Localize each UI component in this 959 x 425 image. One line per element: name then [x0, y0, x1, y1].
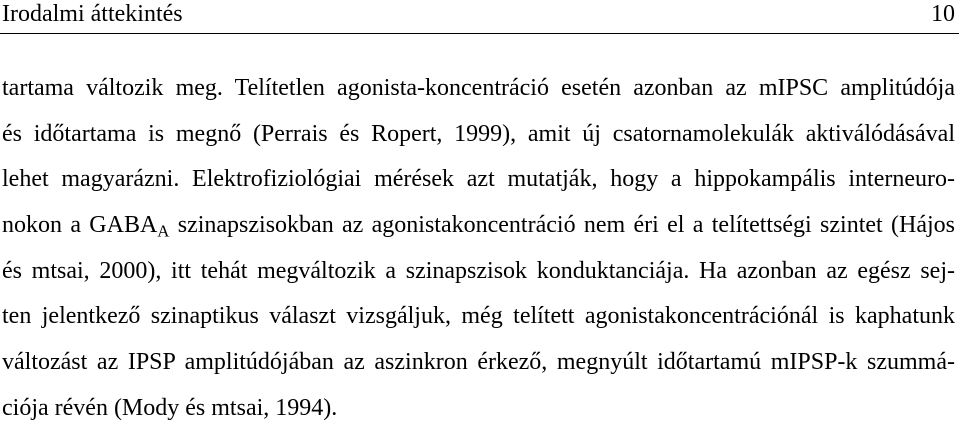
section-title: Irodalmi áttekintés	[2, 1, 183, 27]
running-header	[2, 0, 955, 28]
text-line: és mtsai, 2000), itt tehát megváltozik a szinapszisok konduktanciája. Ha azonban az egész sej-	[2, 257, 955, 284]
text-line	[2, 210, 955, 240]
header-rule	[0, 33, 959, 34]
text-line: ciója révén (Mody és mtsai, 1994).	[2, 394, 338, 421]
text-line: változást az IPSP amplitúdójában az aszinkron érkező, megnyúlt időtartamú mIPSP-k szummá-	[2, 349, 955, 376]
text-line: és időtartama is megnő (Perrais és Ropert, 1999), amit új csatornamolekulák aktiválódásával	[2, 120, 955, 147]
text-segment: szinapszisokban az agonistakoncentráció nem éri el a telítettségi szintet (Hájos	[169, 212, 955, 239]
text-line: ten jelentkező szinaptikus választ vizsgáljuk, még telített agonistakoncentrációnál is kaphatunk	[2, 303, 955, 330]
text-line: lehet magyarázni. Elektrofiziológiai mérések azt mutatják, hogy a hippokampális interneuro-	[2, 166, 955, 193]
text-line: tartama változik meg. Telítetlen agonista-koncentráció esetén azonban az mIPSC amplitúdója	[2, 75, 955, 101]
text-segment: nokon a GABA	[2, 212, 158, 239]
body-paragraph	[2, 73, 955, 423]
subscript: A	[157, 221, 170, 241]
page-number: 10	[931, 1, 955, 27]
